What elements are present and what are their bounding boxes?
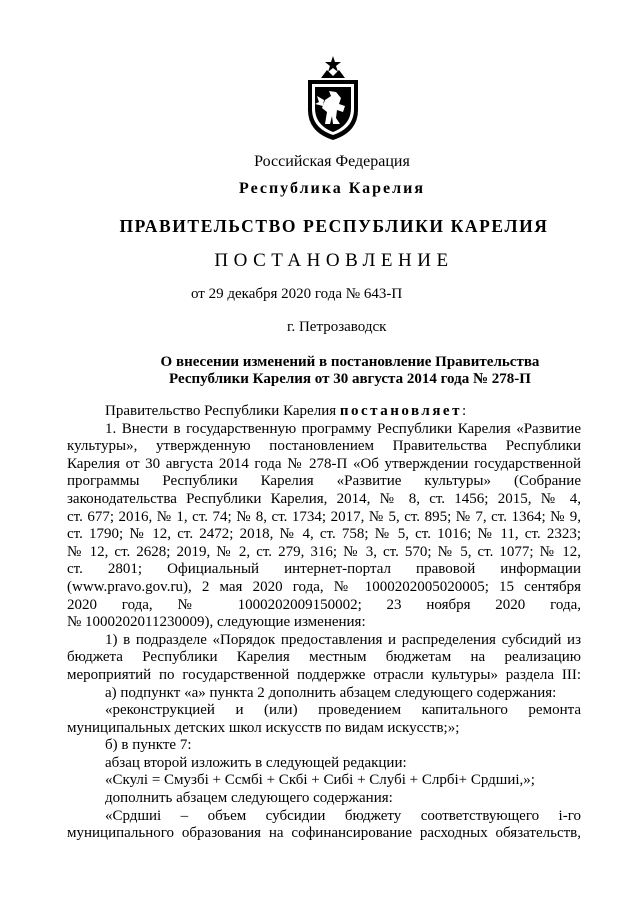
- subject-line: О внесении изменений в постановление Правительства: [160, 354, 540, 370]
- body-line: программы Республики Карелия «Развитие культуры» (Собрание: [67, 473, 581, 490]
- formula-line: «Скулі = Смузбі + Ссмбі + Скбі + Сибі + Слубі + Слрбі+ Срдшиі,»;: [105, 772, 535, 789]
- republic-name: Республика Карелия: [239, 180, 425, 197]
- body-line: бюджета Республики Карелия местным бюджетам на реализацию: [67, 649, 581, 666]
- document-type: ПОСТАНОВЛЕНИЕ: [214, 250, 454, 271]
- body-line: 2020 года, № 1000202009150002; 23 ноября 2020 года,: [67, 596, 581, 613]
- body-line: «Срдшиі – объем субсидии бюджету соответствующего і-го: [105, 807, 581, 824]
- intro-text: Правительство Республики Карелия: [105, 403, 340, 419]
- intro-colon: :: [461, 403, 467, 419]
- body-line: «реконструкцией и (или) проведением капитального ремонта: [105, 702, 581, 719]
- decree-body: [67, 403, 581, 843]
- country-name: Российская Федерация: [254, 153, 410, 170]
- body-line: № 1000202011230009), следующие изменения:: [67, 614, 366, 631]
- body-line: дополнить абзацем следующего содержания:: [105, 790, 393, 807]
- intro-paragraph: [67, 403, 581, 421]
- body-line: ст. 1790; № 12, ст. 2472; 2018, № 4, ст. 758; № 5, ст. 1016; № 11, ст. 2323;: [67, 526, 581, 543]
- body-line: ст. 2801; Официальный интернет-портал правовой информации: [67, 561, 581, 578]
- body-line: муниципальных детских школ искусств по видам искусств;»;: [67, 719, 460, 736]
- body-line: (www.pravo.gov.ru), 2 мая 2020 года, № 1000202005020005; 15 сентября: [67, 578, 581, 595]
- body-line: абзац второй изложить в следующей редакции:: [105, 754, 407, 771]
- body-line: мероприятий по государственной поддержке отрасли культуры» раздела III:: [67, 666, 581, 683]
- decree-date-number: от 29 декабря 2020 года № 643-П: [191, 286, 403, 302]
- karelia-coat-of-arms-icon: [303, 54, 363, 142]
- body-line: законодательства Республики Карелия, 2014, № 8, ст. 1456; 2015, № 4,: [67, 490, 581, 507]
- body-line: б) в пункте 7:: [105, 737, 192, 754]
- body-line: культуры», утвержденную постановлением Правительства Республики: [67, 438, 581, 455]
- body-line: а) подпункт «а» пункта 2 дополнить абзацем следующего содержания:: [105, 684, 557, 701]
- issue-city: г. Петрозаводск: [287, 319, 387, 335]
- body-line: 1. Внести в государственную программу Республики Карелия «Развитие: [105, 420, 581, 437]
- intro-spaced-verb: постановляет: [339, 403, 462, 419]
- decree-subject: [0, 354, 640, 388]
- body-line: 1) в подразделе «Порядок предоставления и распределения субсидий из: [105, 631, 581, 648]
- body-line: муниципального образования на софинансирование расходных обязательств,: [67, 825, 581, 842]
- body-line: ст. 677; 2016, № 1, ст. 74; № 8, ст. 1734; 2017, № 5, ст. 895; № 7, ст. 1364; № 9,: [67, 508, 581, 525]
- body-line: Карелия от 30 августа 2014 года № 278-П «Об утверждении государственной: [67, 455, 581, 472]
- subject-line: Республики Карелия от 30 августа 2014 года № 278-П: [169, 371, 531, 387]
- body-line: № 12, ст. 2628; 2019, № 2, ст. 279, 316; № 3, ст. 570; № 5, ст. 1077; № 12,: [67, 543, 581, 560]
- government-title: ПРАВИТЕЛЬСТВО РЕСПУБЛИКИ КАРЕЛИЯ: [119, 216, 549, 236]
